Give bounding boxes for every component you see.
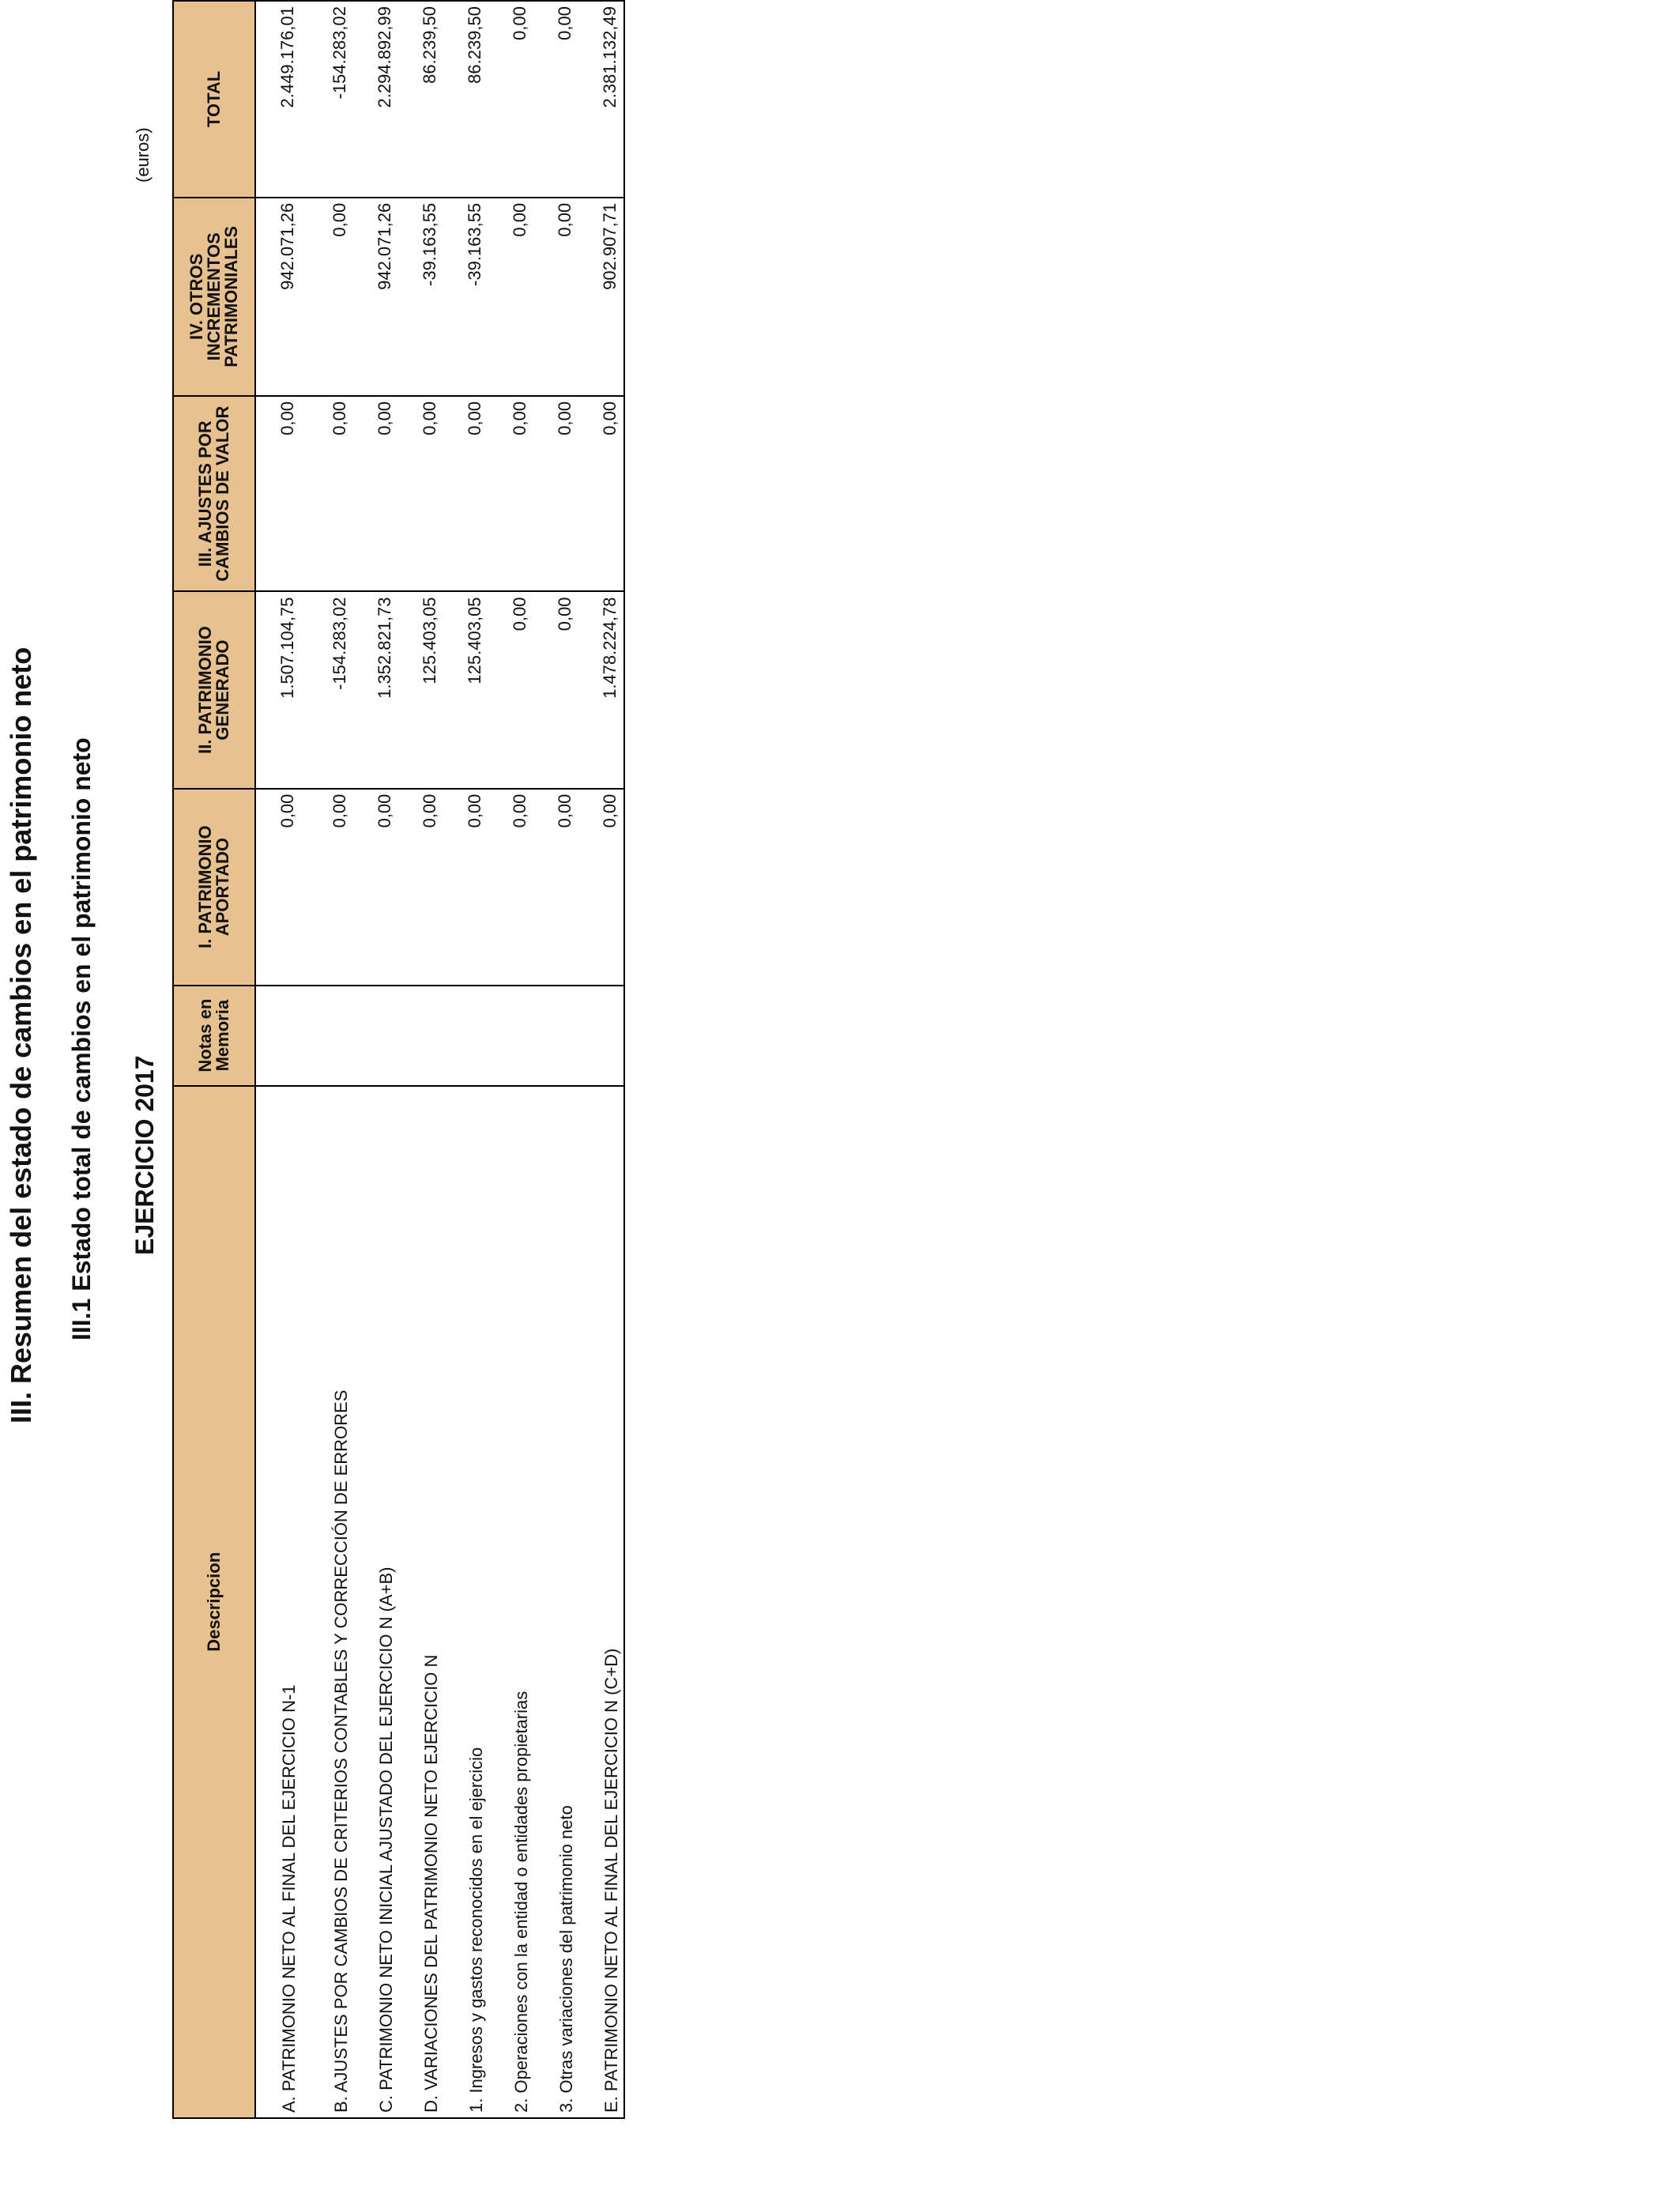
row-aportado: 0,00 (398, 789, 443, 986)
row-notas (533, 986, 578, 1086)
table-row (443, 1, 488, 2118)
row-description: C. PATRIMONIO NETO INICIAL AJUSTADO DEL EJERCICIO N (A+B) (353, 1086, 398, 2118)
section-subtitle: III.1 Estado total de cambios en el patrimonio neto (67, 737, 96, 1340)
row-total: 86.239,50 (398, 1, 443, 198)
row-description: E. PATRIMONIO NETO AL FINAL DEL EJERCICIO N (C+D) (578, 1086, 624, 2118)
row-description: 3. Otras variaciones del patrimonio neto (533, 1086, 578, 2118)
row-otros: 0,00 (301, 198, 353, 396)
row-total: 2.294.892,99 (353, 1, 398, 198)
row-ajustes: 0,00 (301, 396, 353, 592)
row-generado: 0,00 (533, 591, 578, 788)
table-row (398, 1, 443, 2118)
statement-table (172, 0, 625, 2119)
row-total: 2.449.176,01 (255, 1, 301, 198)
row-description: 1. Ingresos y gastos reconocidos en el ejercicio (443, 1086, 488, 2118)
header-notas: Notas en Memoria (173, 986, 255, 1086)
table-row (255, 1, 301, 2118)
row-aportado: 0,00 (443, 789, 488, 986)
header-total: TOTAL (173, 1, 255, 198)
row-description: B. AJUSTES POR CAMBIOS DE CRITERIOS CONTABLES Y CORRECCIÓN DE ERRORES (301, 1086, 353, 2118)
table-row (488, 1, 533, 2118)
row-ajustes: 0,00 (353, 396, 398, 592)
page-title: III. Resumen del estado de cambios en el patrimonio neto (5, 647, 37, 1423)
header-descripcion: Descripcion (173, 1086, 255, 2118)
table-row (301, 1, 353, 2118)
row-notas (488, 986, 533, 1086)
header-otros: IV. OTROS INCREMENTOS PATRIMONIALES (173, 198, 255, 396)
row-aportado: 0,00 (353, 789, 398, 986)
row-generado: 1.352.821,73 (353, 591, 398, 788)
row-ajustes: 0,00 (443, 396, 488, 592)
row-aportado: 0,00 (301, 789, 353, 986)
row-notas (443, 986, 488, 1086)
period-heading: EJERCICIO 2017 (130, 1055, 159, 1255)
row-notas (578, 986, 624, 1086)
row-description: 2. Operaciones con la entidad o entidades propietarias (488, 1086, 533, 2118)
row-notas (255, 986, 301, 1086)
row-ajustes: 0,00 (578, 396, 624, 592)
table-row (578, 1, 624, 2118)
row-description: A. PATRIMONIO NETO AL FINAL DEL EJERCICIO N-1 (255, 1086, 301, 2118)
row-notas (398, 986, 443, 1086)
row-aportado: 0,00 (488, 789, 533, 986)
row-ajustes: 0,00 (398, 396, 443, 592)
header-ajustes: III. AJUSTES POR CAMBIOS DE VALOR (173, 396, 255, 592)
header-aportado: I. PATRIMONIO APORTADO (173, 789, 255, 986)
row-otros: 942.071,26 (255, 198, 301, 396)
row-total: 2.381.132,49 (578, 1, 624, 198)
row-ajustes: 0,00 (255, 396, 301, 592)
row-generado: -154.283,02 (301, 591, 353, 788)
table-row (533, 1, 578, 2118)
row-notas (301, 986, 353, 1086)
row-otros: 0,00 (488, 198, 533, 396)
row-total: 0,00 (533, 1, 578, 198)
row-otros: -39.163,55 (398, 198, 443, 396)
row-otros: -39.163,55 (443, 198, 488, 396)
units-label: (euros) (133, 127, 153, 183)
row-generado: 1.507.104,75 (255, 591, 301, 788)
table-header-row (173, 1, 255, 2118)
row-aportado: 0,00 (533, 789, 578, 986)
row-aportado: 0,00 (578, 789, 624, 986)
row-notas (353, 986, 398, 1086)
header-generado: II. PATRIMONIO GENERADO (173, 591, 255, 788)
row-total: 86.239,50 (443, 1, 488, 198)
row-otros: 0,00 (533, 198, 578, 396)
row-generado: 125.403,05 (443, 591, 488, 788)
row-aportado: 0,00 (255, 789, 301, 986)
row-generado: 0,00 (488, 591, 533, 788)
row-generado: 1.478.224,78 (578, 591, 624, 788)
row-otros: 902.907,71 (578, 198, 624, 396)
row-otros: 942.071,26 (353, 198, 398, 396)
row-description: D. VARIACIONES DEL PATRIMONIO NETO EJERCICIO N (398, 1086, 443, 2118)
row-ajustes: 0,00 (488, 396, 533, 592)
row-total: 0,00 (488, 1, 533, 198)
row-generado: 125.403,05 (398, 591, 443, 788)
row-total: -154.283,02 (301, 1, 353, 198)
row-ajustes: 0,00 (533, 396, 578, 592)
table-row (353, 1, 398, 2118)
